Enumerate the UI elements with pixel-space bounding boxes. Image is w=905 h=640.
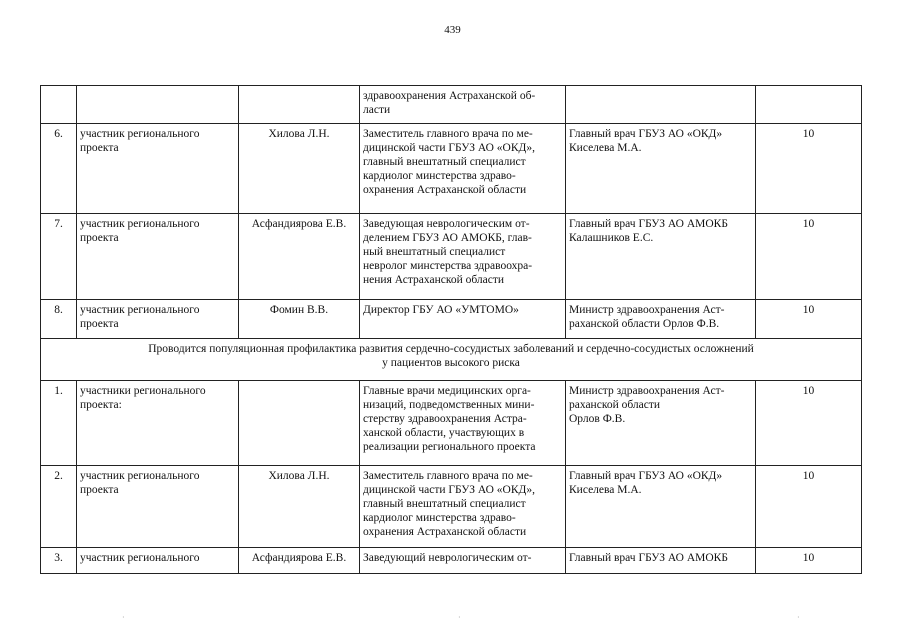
row-person: Асфандиярова Е.В.: [239, 548, 360, 574]
row-value: 10: [756, 466, 862, 548]
row-position: Заведующий неврологическим от-: [360, 548, 566, 574]
row-role: участник регионального проекта: [77, 214, 239, 300]
row-number: 8.: [41, 300, 77, 339]
table-row: [41, 86, 862, 124]
row-number: 6.: [41, 124, 77, 214]
section-header-row: [41, 339, 862, 381]
row-position: Директор ГБУ АО «УМТОМО»: [360, 300, 566, 339]
scan-mark: ·: [458, 613, 461, 622]
row-person: Асфандиярова Е.В.: [239, 214, 360, 300]
row-role: [77, 86, 239, 124]
row-role: участник регионального проекта: [77, 300, 239, 339]
row-supervisor: [566, 86, 756, 124]
row-role: участник регионального: [77, 548, 239, 574]
row-position: Главные врачи медицинских орга- низаций, подведомственных мини- стерству здравоохранения Астра- ханской области, участвующих в реализации регионального проекта: [360, 381, 566, 466]
row-number: 7.: [41, 214, 77, 300]
row-person: Хилова Л.Н.: [239, 124, 360, 214]
responsibility-table: [40, 85, 862, 574]
table-row: [41, 466, 862, 548]
row-position: здравоохранения Астраханской об- ласти: [360, 86, 566, 124]
row-supervisor: Министр здравоохранения Аст- раханской области Орлов Ф.В.: [566, 300, 756, 339]
page-number: 439: [444, 24, 461, 36]
row-position: Заместитель главного врача по ме- дицинской части ГБУЗ АО «ОКД», главный внештатный специалист кардиолог минстерства здраво- охранения Астраханской области: [360, 124, 566, 214]
row-number: 1.: [41, 381, 77, 466]
row-supervisor: Главный врач ГБУЗ АО «ОКД» Киселева М.А.: [566, 124, 756, 214]
table-row: [41, 214, 862, 300]
row-role: участники регионального проекта:: [77, 381, 239, 466]
row-number: 3.: [41, 548, 77, 574]
row-person: [239, 381, 360, 466]
row-position: Заместитель главного врача по ме- дицинской части ГБУЗ АО «ОКД», главный внештатный специалист кардиолог минстерства здраво- охранения Астраханской области: [360, 466, 566, 548]
row-number: [41, 86, 77, 124]
row-value: 10: [756, 214, 862, 300]
table-row: [41, 300, 862, 339]
row-person: Фомин В.В.: [239, 300, 360, 339]
row-value: 10: [756, 548, 862, 574]
row-value: [756, 86, 862, 124]
row-role: участник регионального проекта: [77, 124, 239, 214]
table-row: [41, 548, 862, 574]
row-supervisor: Главный врач ГБУЗ АО АМОКБ Калашников Е.С.: [566, 214, 756, 300]
scan-mark: ·: [122, 613, 125, 622]
row-person: [239, 86, 360, 124]
scan-mark: ·: [797, 613, 800, 622]
table-row: [41, 381, 862, 466]
row-value: 10: [756, 381, 862, 466]
row-supervisor: Главный врач ГБУЗ АО «ОКД» Киселева М.А.: [566, 466, 756, 548]
row-value: 10: [756, 124, 862, 214]
row-supervisor: Министр здравоохранения Аст- раханской области Орлов Ф.В.: [566, 381, 756, 466]
row-role: участник регионального проекта: [77, 466, 239, 548]
row-number: 2.: [41, 466, 77, 548]
row-position: Заведующая неврологическим от- делением ГБУЗ АО АМОКБ, глав- ный внештатный специалист невролог минстерства здравоохра- нения Астраханской области: [360, 214, 566, 300]
table-row: [41, 124, 862, 214]
section-title: Проводится популяционная профилактика развития сердечно-сосудистых заболеваний и сердечно-сосудистых осложнений у пациентов высокого риска: [41, 339, 862, 381]
row-person: Хилова Л.Н.: [239, 466, 360, 548]
row-supervisor: Главный врач ГБУЗ АО АМОКБ: [566, 548, 756, 574]
row-value: 10: [756, 300, 862, 339]
